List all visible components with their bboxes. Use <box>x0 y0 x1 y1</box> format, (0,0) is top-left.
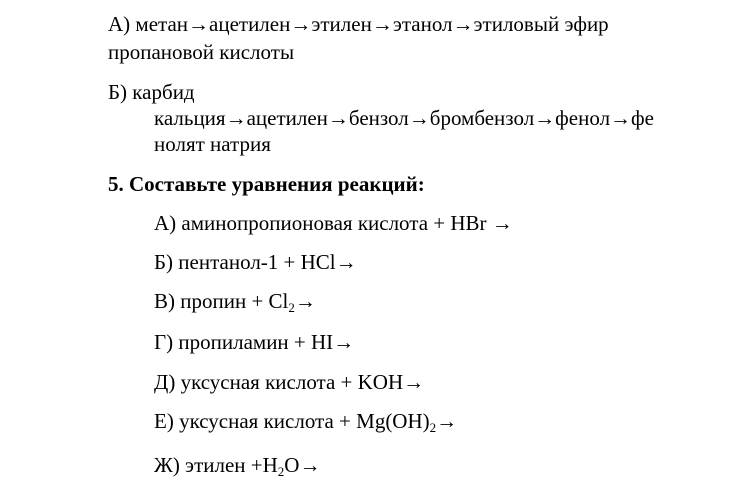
reaction-zh <box>154 452 320 478</box>
reaction-e-subscript: 2 <box>429 420 437 435</box>
reaction-b: Б) пентанол-1 + HCl→ <box>154 250 357 274</box>
reaction-zh-arrow: O→ <box>284 453 321 477</box>
reaction-a: А) аминопропионовая кислота + HBr → <box>154 211 513 235</box>
reaction-d: Д) уксусная кислота + KOH→ <box>154 370 425 394</box>
reaction-v <box>154 288 316 314</box>
reaction-v-text: В) пропин + Cl <box>154 289 289 313</box>
scheme-b-line-1: Б) карбид <box>108 80 195 104</box>
scheme-a-line-2: пропановой кислоты <box>108 40 295 64</box>
task-5-heading: 5. Составьте уравнения реакций: <box>108 172 425 196</box>
scheme-b-line-3: нолят натрия <box>154 132 271 156</box>
reaction-e-arrow: → <box>436 409 458 433</box>
scheme-a-line-1: А) метан→ацетилен→этилен→этанол→этиловый эфир <box>108 12 609 36</box>
reaction-zh-subscript: 2 <box>277 464 285 479</box>
reaction-v-subscript: 2 <box>288 300 295 315</box>
scheme-b-line-2: кальция→ацетилен→бензол→бромбензол→фенол→фе <box>154 106 654 130</box>
reaction-zh-text: Ж) этилен +H <box>154 453 278 477</box>
reaction-g: Г) пропиламин + HI→ <box>154 330 355 354</box>
reaction-e-text: Е) уксусная кислота + Mg(OH) <box>154 409 430 433</box>
reaction-v-arrow: → <box>294 289 316 313</box>
reaction-e <box>154 408 457 434</box>
